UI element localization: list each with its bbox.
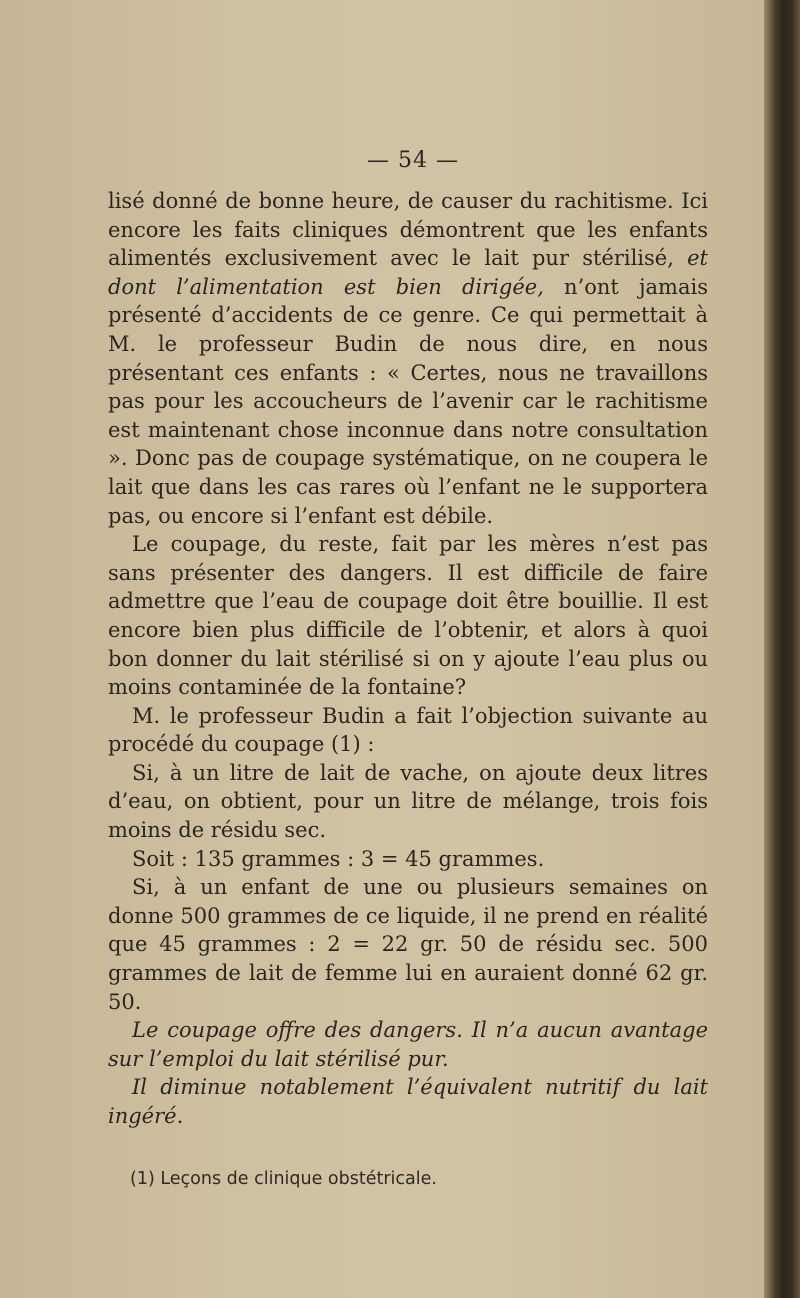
paragraph-6: Si, à un enfant de une ou plusieurs semaines on donne 500 grammes de ce liquide, il ne prend en réalité que 45 grammes : 2 = 22 gr. 50 de résidu sec. 500 grammes de lait de femme lui en auraient donné 62 gr. 50. xyxy=(108,875,708,1014)
paragraph-7: Le coupage offre des dangers. Il n’a aucun avantage sur l’emploi du lait stérilisé pur. xyxy=(108,1018,708,1071)
paragraph-2: Le coupage, du reste, fait par les mères n’est pas sans présenter des dangers. Il est difficile de faire admettre que l’eau de coupage doit être bouillie. Il est encore bien plus difficile de l’obtenir, et alors à quoi bon donner du lait stérilisé si on y ajoute l’eau plus ou moins contaminée de la fontaine? xyxy=(108,532,708,700)
paragraph-1-italic: et dont l’alimentation est bien dirigée, xyxy=(108,246,708,299)
paragraph-5: Soit : 135 grammes : 3 = 45 grammes. xyxy=(132,846,545,871)
paragraph-3: M. le professeur Budin a fait l’objection suivante au procédé du coupage (1) : xyxy=(108,703,708,757)
footnote: (1) Leçons de clinique obstétricale. xyxy=(130,1168,437,1189)
paragraph-4: Si, à un litre de lait de vache, on ajoute deux litres d’eau, on obtient, pour un litre de mélange, trois fois moins de résidu sec. xyxy=(108,760,708,843)
paragraph-8: Il diminue notablement l’équivalent nutritif du lait ingéré. xyxy=(108,1075,708,1128)
paragraph-1-rest: n’ont jamais présenté d’accidents de ce genre. Ce qui permettait à M. le professeur Budin de nous dire, en nous présentant ces enfants : « Certes, nous ne travaillons pas pour les accoucheurs de l’avenir car le rachitisme est maintenant chose inconnue dans notre consultation ». Donc pas de coupage systématique, on ne coupera le lait que dans les cas rares où l’enfant ne le supportera pas, ou encore si l’enfant est débile. xyxy=(108,274,708,528)
book-page xyxy=(108,148,708,1189)
book-spine-shadow xyxy=(764,0,800,1298)
paragraph-1 xyxy=(108,187,708,530)
page-number: — 54 — xyxy=(367,148,459,173)
paragraph-1-text: lisé donné de bonne heure, de causer du rachitisme. Ici encore les faits cliniques démontrent que les enfants alimentés exclusivement avec le lait pur stérilisé, xyxy=(108,189,708,271)
